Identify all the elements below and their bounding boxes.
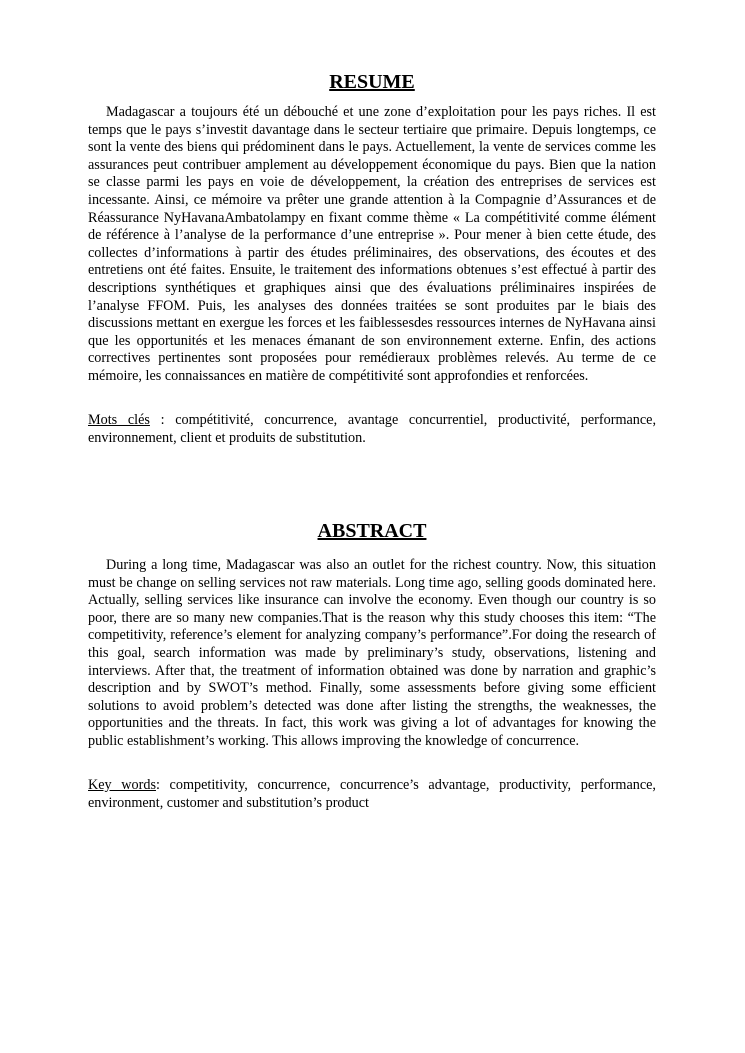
resume-body-paragraph: Madagascar a toujours été un débouché et une zone d’exploitation pour les pays riches. Il est temps que le pays s’investit davantage dans le secteur tertiaire que primaire. Depuis longtemps, ce sont la vente des biens qui prédominent dans le pays. Actuellement, la vente de services comme les assurances peut contribuer amplement au développement économique du pays. Bien que la nation se classe parmi les pays en voie de développement, la création des entreprises de services est incessante. Ainsi, ce mémoire va prêter une grande attention à la Compagnie d’Assurances et de Réassurance NyHavanaAmbatolampy en fixant comme thème « La compétitivité comme élément de référence à l’analyse de la performance d’une entreprise ». Pour mener à bien cette étude, des collectes d’informations à partir des études préliminaires, des observations, des écoutes et des entretiens ont été faites. Ensuite, le traitement des informations obtenues s’est effectué à partir des descriptions synthétiques et graphiques ainsi que des évaluations préliminaires inspirées de l’analyse FFOM. Puis, les analyses des données traitées se sont produites par le biais des discussions mettant en exergue les forces et les faiblessesdes ressources internes de NyHavana ainsi que les opportunités et les menaces émanant de son environnement externe. Enfin, des actions correctives pertinentes sont proposées pour remédieraux problèmes relevés. Au terme de ce mémoire, les connaissances en matière de compétitivité sont approfondies et renforcées. bbox=[88, 104, 656, 384]
abstract-keywords bbox=[88, 777, 656, 812]
abstract-keywords-text: : competitivity, concurrence, concurrence’s advantage, productivity, performance, environment, customer and substitution’s product bbox=[88, 777, 656, 811]
resume-keywords bbox=[88, 412, 656, 447]
abstract-keywords-label: Key words bbox=[88, 777, 156, 793]
resume-title: RESUME bbox=[329, 71, 415, 93]
resume-keywords-text: : compétitivité, concurrence, avantage concurrentiel, productivité, performance, environnement, client et produits de substitution. bbox=[88, 412, 657, 446]
abstract-body-paragraph: During a long time, Madagascar was also an outlet for the richest country. Now, this situation must be change on selling services not raw materials. Long time ago, selling goods dominated here. Actually, selling services like insurance can involve the economy. Even though our country is so poor, there are so many new companies.That is the reason why this study chooses this item: “The competitivity, reference’s element for analyzing company’s performance”.For doing the research of this goal, search information was made by preliminary’s study, observations, listening and interviews. After that, the treatment of information obtained was done by narration and graphic’s description and by SWOT’s method. Finally, some assessments before giving some efficient solutions to avoid problem’s detected was done after listing the strengths, the weaknesses, the opportunities and the threats. In fact, this work was giving a lot of advantages for knowing the public establishment’s working. This allows improving the knowledge of concurrence. bbox=[88, 557, 656, 749]
resume-keywords-label: Mots clés bbox=[88, 412, 150, 428]
abstract-title: ABSTRACT bbox=[317, 520, 427, 542]
